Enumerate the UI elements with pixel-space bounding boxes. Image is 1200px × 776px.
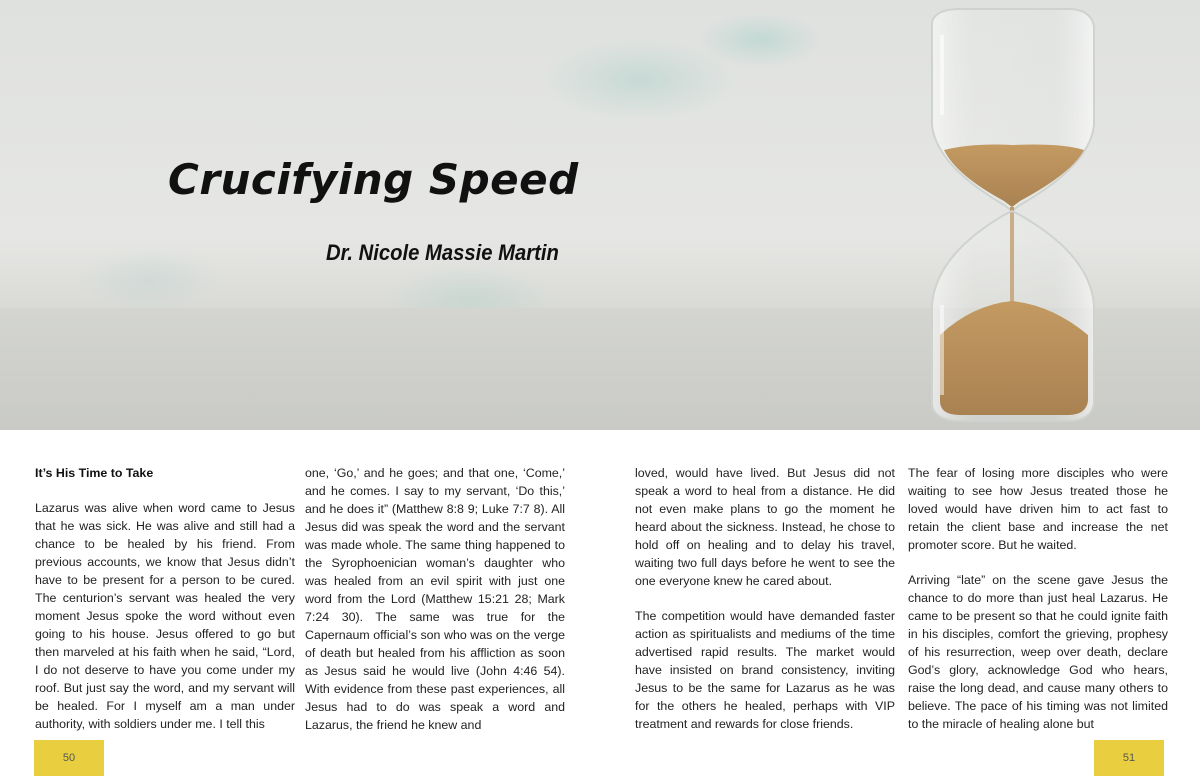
article-column-1	[35, 464, 295, 750]
article-column-3	[635, 464, 895, 750]
article-column-2	[305, 464, 565, 751]
article-author: Dr. Nicole Massie Martin	[326, 240, 559, 265]
paragraph: Lazarus was alive when word came to Jesus that he was sick. He was alive and still had a chance to be healed by his friend. From previous accounts, we know that Jesus didn’t have to be present for a person to be cured. The centurion’s servant was healed the very moment Jesus spoke the word without even going to his house. Jesus offered to go but then marveled at his faith when he said, “Lord, I do not deserve to have you come under my roof. But just say the word, and my servant will be healed. For I myself am a man under authority, with soldiers under me. I tell this	[35, 501, 295, 731]
section-heading: It’s His Time to Take	[35, 466, 154, 480]
paragraph: one, ‘Go,’ and he goes; and that one, ‘Come,’ and he comes. I say to my servant, ‘Do this,’ and he does it” (Matthew 8:8 9; Luke 7:7 8). All Jesus did was speak the word and the servant was made whole. The same thing happened to the Syrophoenician woman’s daughter who was healed from an evil spirit with just one word from the Lord (Matthew 15:21 28; Mark 7:24 30). The same was true for the Capernaum official’s son who was on the verge of death but healed from his affliction as soon as Jesus said he would live (John 4:46 54). With evidence from these past experiences, all Jesus had to do was speak a word and Lazarus, the friend he knew and	[305, 466, 565, 732]
paragraph: Arriving “late” on the scene gave Jesus the chance to do more than just heal Lazarus. He came to be present so that he could ignite faith in his disciples, comfort the grieving, prophesy of his resurrection, weep over death, declare God’s glory, acknowledge God who hears, raise the long dead, and cause many others to believe. The pace of his timing was not limited to the miracle of healing alone but	[908, 573, 1168, 731]
page-number-right: 51	[1094, 740, 1164, 776]
article-title: Crucifying Speed	[168, 155, 579, 204]
article-column-4	[908, 464, 1168, 750]
paragraph: loved, would have lived. But Jesus did not speak a word to heal from a distance. He did not even make plans to go the moment he heard about the sickness. Instead, he chose to hold off on healing and to delay his travel, waiting two full days before he went to see the one everyone knew he cared about.	[635, 466, 895, 588]
paragraph: The fear of losing more disciples who were waiting to see how Jesus treated those he loved would have driven him to act fast to retain the client base and increase the net promoter score. But he waited.	[908, 466, 1168, 552]
page-number-left: 50	[34, 740, 104, 776]
hourglass-image	[912, 5, 1112, 425]
paragraph: The competition would have demanded faster action as spiritualists and mediums of the time advertised rapid results. The market would have insisted on brand consistency, inviting Jesus to be the same for Lazarus as he was for the others he healed, perhaps with VIP treatment and rewards for close friends.	[635, 609, 895, 731]
